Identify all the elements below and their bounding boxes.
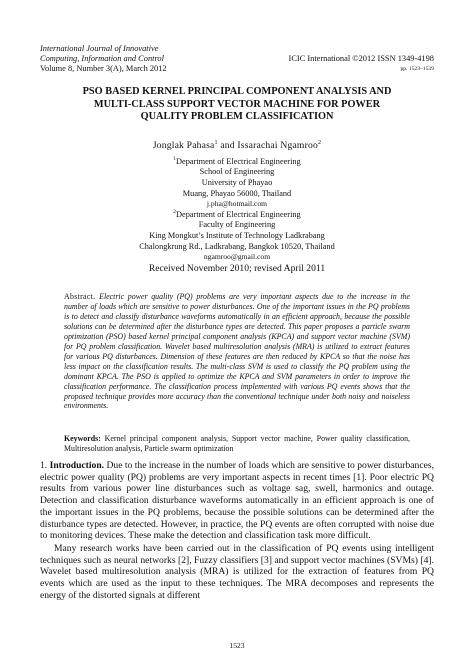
journal-name-line2: Computing, Information and Control: [40, 53, 164, 63]
affil-1-email[interactable]: j.pha@hotmail.com: [206, 199, 268, 209]
title-line3: QUALITY PROBLEM CLASSIFICATION: [140, 111, 334, 123]
affiliation-1: [40, 154, 434, 210]
intro-paragraph-1: [40, 460, 434, 542]
keywords-text: Kernel principal component analysis, Support vector machine, Power quality classification, Multiresolution analysis, Particle swarm optimization: [64, 434, 410, 453]
affil-1-city: Muang, Phayao 56000, Thailand: [182, 188, 292, 198]
section-number: 1.: [40, 460, 48, 471]
affil-1-dept: Department of Electrical Engineering: [176, 156, 301, 166]
keywords: [64, 434, 410, 454]
affil-2-address: Chalongkrung Rd., Ladkrabang, Bangkok 10520, Thailand: [139, 241, 335, 251]
intro-paragraph-2: Many research works have been carried out in the classification of PQ events using intelligent techniques such as neural networks [2], Fuzzy classifiers [3] and support vector machines (SVMs) [4]. Wavelet based multiresolution analysis (MRA) is utilized for the extraction of features from PQ events which are used as the input to these techniques. The MRA decomposes and represents the energy of the distorted signals at different: [40, 542, 434, 601]
affiliation-2: [40, 207, 434, 263]
affil-2-institute: King Mongkut’s Institute of Technology Ladkrabang: [149, 230, 325, 240]
author-1-sup: 1: [214, 140, 218, 146]
affil-2-email[interactable]: ngamroo@gmail.com: [203, 252, 271, 262]
body-text: [40, 460, 434, 601]
author-line: [40, 140, 434, 151]
abstract: [64, 292, 410, 411]
affil-2-faculty: Faculty of Engineering: [198, 220, 276, 230]
received-date: Received November 2010; revised April 2011: [148, 263, 326, 274]
page-range: pp. 1523–1539: [400, 65, 434, 72]
title-line1: PSO BASED KERNEL PRINCIPAL COMPONENT ANALYSIS AND: [82, 86, 392, 97]
issn-line: ICIC International ©2012 ISSN 1349-4198: [288, 54, 434, 63]
page-number: 1523: [229, 641, 245, 650]
affil-1-school: School of Engineering: [199, 167, 275, 177]
publisher-info: [289, 54, 434, 75]
keywords-label: Keywords:: [64, 434, 101, 443]
affil-2-dept: Department of Electrical Engineering: [176, 209, 301, 219]
section-title: Introduction.: [49, 460, 105, 471]
author-2: Issarachai Ngamroo: [237, 140, 318, 152]
paper-title: [40, 86, 434, 124]
para-1-text: Due to the increase in the number of loads which are sensitive to power disturbances, electric power quality (PQ) problems are very important aspects in recent times [1]. Poor electric PQ results from various power line disturbances such as voltage sag, swell, harmonics and outage. Detection and classification disturbance waveforms automatically in an efficient approach is one of the important issues in the PQ problems, because the possible solutions can be determined after the disturbance types are detected. However, in practice, the PQ events are often corrupted with noise due to monitoring devices. These make the detection and classification task more difficult.: [40, 460, 434, 542]
abstract-text: Electric power quality (PQ) problems are very important aspects due to the increase in the number of loads which are sensitive to power disturbances. One of the important issues in the PQ problems is to detect and classify disturbance waveforms automatically in an efficient approach, because the possible solutions can be determined after the disturbance types are detected. This paper proposes a particle swarm optimization (PSO) based kernel principal component analysis (KPCA) and support vector machine (SVM) for PQ problem classification. Wavelet based multiresolution analysis (MRA) is utilized to extract features for various PQ disturbances. Dimension of these features are then reduced by KPCA so that the noise has less impact on the classification results. The multi-class SVM is used to classify the PQ problem using the dominant KPCA. The PSO is applied to optimize the KPCA and SVM parameters in order to improve the classification performance. The classification process implemented with various PQ events shows that the proposed technique provides more accuracy than the conventional technique under both noisy and noiseless environments.: [64, 292, 410, 411]
author-1: Jonglak Pahasa: [152, 140, 215, 152]
journal-info: [40, 44, 167, 73]
affil-1-sup: 1: [173, 156, 177, 162]
journal-name-line1: International Journal of Innovative: [40, 44, 159, 53]
affil-1-university: University of Phayao: [201, 177, 273, 187]
abstract-label: Abstract.: [64, 292, 96, 301]
affil-2-sup: 2: [173, 209, 177, 215]
author-and: and: [220, 140, 235, 152]
author-2-sup: 2: [317, 140, 322, 146]
journal-volume: Volume 8, Number 3(A), March 2012: [40, 63, 167, 73]
title-line2: MULTI-CLASS SUPPORT VECTOR MACHINE FOR POWER: [93, 98, 381, 110]
